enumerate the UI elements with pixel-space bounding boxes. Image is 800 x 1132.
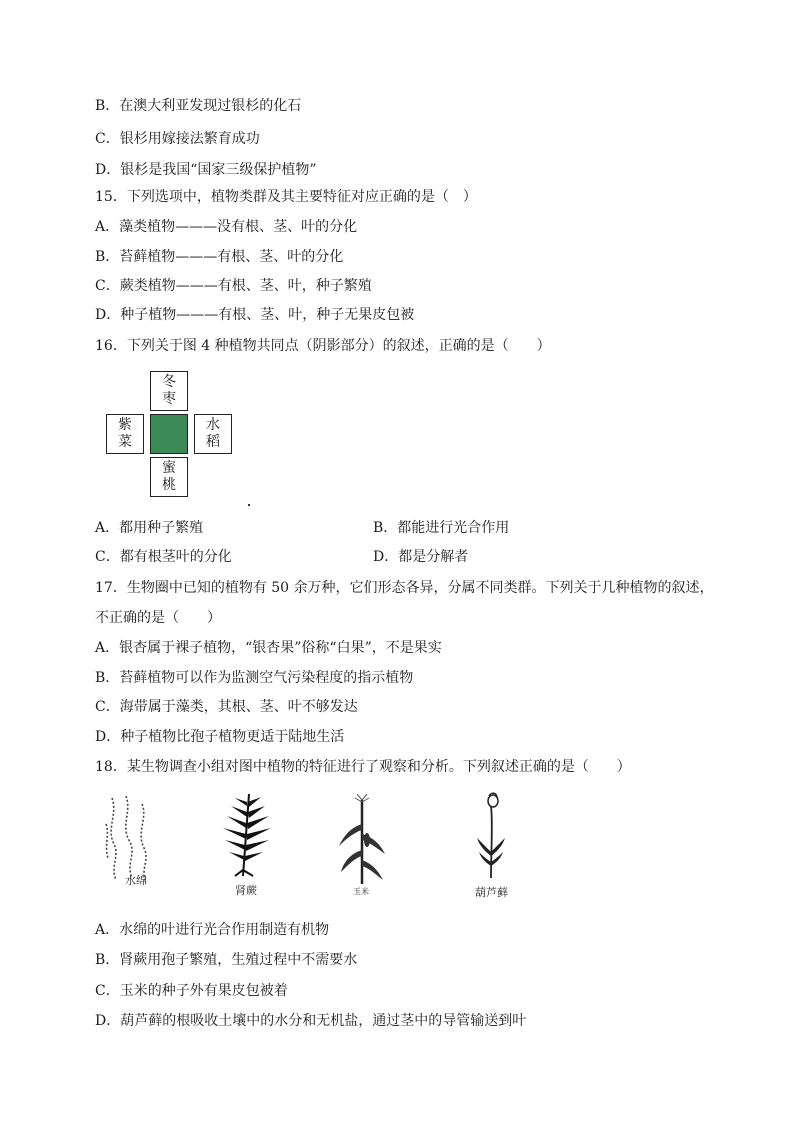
q18-figure (95, 786, 535, 911)
q18-option-a: A．水绵的叶进行光合作用制造有机物 (95, 922, 330, 938)
q16-option-c: C．都有根茎叶的分化 (95, 549, 232, 565)
q17-stem-line2: 不正确的是（ ） (95, 610, 221, 626)
cell-bottom-char-2: 桃 (162, 477, 176, 493)
q18-option-c: C．玉米的种子外有果皮包被着 (95, 983, 288, 999)
q16-option-a: A．都用种子繁殖 (95, 520, 204, 536)
cell-right-char-2: 稻 (206, 434, 220, 450)
fern-illustration (213, 790, 283, 880)
moss-illustration (471, 792, 511, 882)
q18-option-b: B．肾蕨用孢子繁殖，生殖过程中不需要水 (95, 952, 358, 968)
cell-right-char-1: 水 (206, 417, 220, 433)
cell-left-char-2: 菜 (118, 434, 132, 450)
q16-option-b: B．都能进行光合作用 (373, 520, 510, 536)
q18-stem: 18．某生物调查小组对图中植物的特征进行了观察和分析。下列叙述正确的是（ ） (95, 759, 631, 775)
q15-stem: 15．下列选项中，植物类群及其主要特征对应正确的是（ ） (95, 189, 477, 205)
q18-option-d: D．葫芦藓的根吸收土壤中的水分和无机盐，通过茎中的导管输送到叶 (95, 1013, 527, 1029)
spirogyra-illustration (100, 794, 160, 884)
q17-option-c: C．海带属于藻类，其根、茎、叶不够发达 (95, 699, 358, 715)
corn-illustration (337, 794, 387, 886)
q17-option-a: A．银杏属于裸子植物，“银杏果”俗称“白果”，不是果实 (95, 640, 442, 656)
q16-option-d: D．都是分解者 (373, 549, 469, 565)
q15-option-c: C．蕨类植物———有根、茎、叶，种子繁殖 (95, 278, 372, 294)
cell-top (150, 371, 188, 411)
q16-figure (106, 371, 236, 498)
cell-bottom (150, 457, 188, 497)
cell-top-char-2: 枣 (162, 391, 176, 407)
cell-left-char-1: 紫 (118, 417, 132, 433)
q17-option-b: B．苔藓植物可以作为监测空气污染程度的指示植物 (95, 670, 414, 686)
cell-right (194, 414, 232, 454)
q17-stem-line1: 17．生物圈中已知的植物有 50 余万种，它们形态各异，分属不同类群。下列关于几种植物的叙述， (95, 580, 714, 596)
stray-dot (248, 504, 250, 506)
q16-stem: 16．下列关于图 4 种植物共同点（阴影部分）的叙述，正确的是（ ） (95, 338, 551, 354)
label-spirogyra: 水绵 (125, 874, 147, 887)
label-moss: 葫芦藓 (475, 886, 508, 899)
label-corn: 玉米 (353, 887, 369, 896)
q17-option-d: D．种子植物比孢子植物更适于陆地生活 (95, 729, 345, 745)
q15-option-a: A．藻类植物———没有根、茎、叶的分化 (95, 219, 358, 235)
q14-option-b: B．在澳大利亚发现过银杉的化石 (95, 98, 302, 114)
q14-option-c: C．银杉用嫁接法繁育成功 (95, 131, 260, 147)
q15-option-b: B．苔藓植物———有根、茎、叶的分化 (95, 249, 344, 265)
q14-option-d: D．银杉是我国“国家三级保护植物” (95, 162, 317, 178)
cell-bottom-char-1: 蜜 (162, 460, 176, 476)
cell-top-char-1: 冬 (162, 374, 176, 390)
cell-shaded-center (150, 414, 188, 454)
label-fern: 肾蕨 (235, 884, 257, 897)
cell-left (106, 414, 144, 454)
q15-option-d: D．种子植物———有根、茎、叶，种子无果皮包被 (95, 307, 415, 323)
